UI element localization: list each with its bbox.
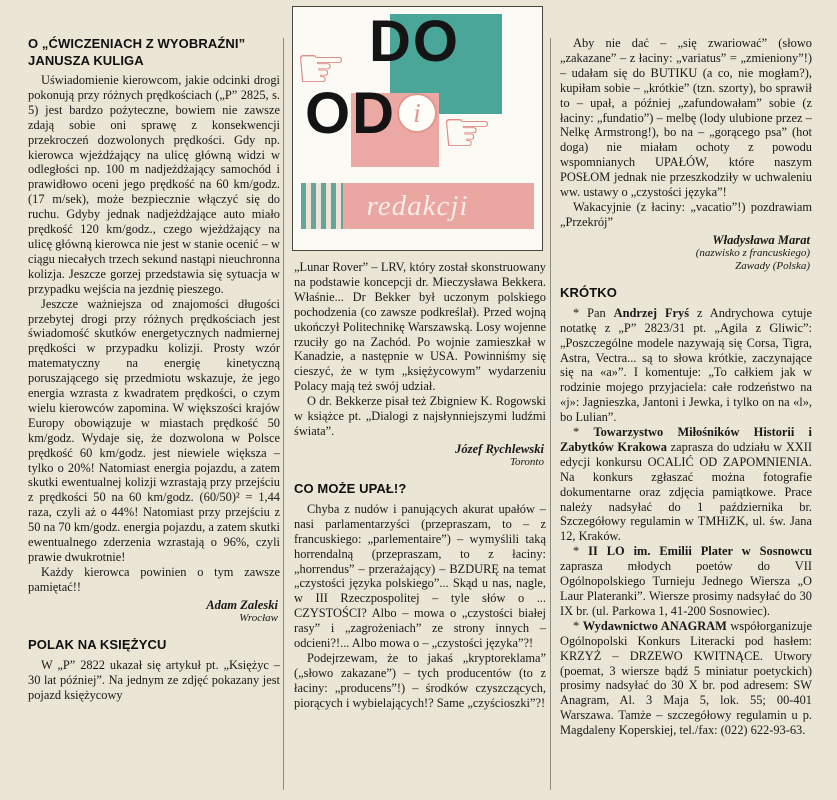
section-heading-krotko: KRÓTKO	[560, 285, 617, 301]
signature-city: Toronto	[509, 456, 544, 469]
news-item-lead: Towarzystwo Miłośników Historii i Zabytków Krakowa	[560, 425, 812, 454]
news-item-text: zaprasza do udziału w XXII edycji konkursu OCALIĆ OD ZAPOMNIENIA. Na konkurs zgłaszać można fotografie dokumentarne oraz zdjęcia pamiątkowe. Prace należy nadsyłać do 1 października br. Szczegółowy regulamin w TMHiZK, ul. św. Jana 12, Kraków.	[560, 439, 812, 544]
news-item	[560, 425, 812, 544]
news-item	[560, 544, 812, 619]
news-item-lead: II LO im. Emilii Plater w Sosnowcu	[588, 544, 812, 559]
article-heading-cwiczenia: O „ĆWICZENIACH Z WYOBRAŹNI” JANUSZA KULIGA	[28, 36, 246, 68]
column-divider	[550, 38, 551, 790]
news-item-lead: Wydawnictwo ANAGRAM	[582, 618, 727, 633]
paragraph: Aby nie dać – „się zwariować” (słowo „zakazane” – z łaciny: „variatus” = „zmieniony”!) – udałam się do BUTIKU (a co, nie mogłam?), kupiłam sobie – „krótkie” (tzn. szorty), bo sprawił to – upał, a później „zafundowałam” sobie (z łaciny: „fundatio”) – melbę (lody ulubione przez – Nelkę Armstrong!), bo na – „gorącego psa” (hot doga) nie miałam ochoty z powodu wspomnianych UPAŁÓW, które naszym POSŁOM jednak nie przeszkodziły w uchwaleniu ww. ustawy o „czystości języka”!	[560, 36, 812, 200]
signature	[294, 442, 544, 470]
news-item-bullet: *	[573, 425, 594, 440]
middle-column	[294, 260, 546, 794]
paragraph: Wakacyjnie (z łaciny: „vacatio”!) pozdrawiam „Przekrój”	[560, 199, 812, 229]
signature-city: Wrocław	[239, 612, 278, 625]
news-item	[560, 306, 812, 425]
do-wordmark: DO	[369, 9, 460, 74]
redakcji-label: redakcji	[366, 189, 469, 222]
pointing-hand-icon: ☞	[441, 98, 493, 166]
signature-name: Władysława Marat	[712, 232, 810, 247]
news-item-bullet: * Pan	[573, 305, 614, 320]
letter-i-badge: i	[397, 93, 437, 133]
news-item-bullet: *	[573, 544, 589, 559]
paragraph: Podejrzewam, że to jakaś „kryptoreklama” („słowo zakazane”) – tych producentów (to z łaciny: „producens”!) – środków czyszczących, piorących i wybielających!? Same „czyścioszki”?!	[294, 650, 546, 710]
od-wordmark: OD	[305, 81, 396, 146]
article-heading-co-moze-upal: CO MOŻE UPAŁ!?	[294, 481, 407, 497]
paragraph: Uświadomienie kierowcom, jakie odcinki drogi pokonują przy różnych prędkościach („P” 2825, s. 5) jest bardzo pożyteczne, bowiem nie zawsze zdają sobie oni sprawę z konsekwencji przekroczeń dozwolonych prędkości. Gdy np. kierowca wjeżdżający na ulicę główną widzi w odległości np. 100 m nadjeżdżający samochód i prawidłowo oceni jego prędkość na 60 km/godz. (17 m/sek), może bezpiecznie włączyć się do ruchu. Gdyby jednak nadjeżdżające auto miało prędkość 120 km/godz., czego wjeżdżający na ulicę główną kierowca nie jest w stanie ocenić – w ciągu niecałych trzech sekund nastąpi nieuchronna kolizja. Jeszcze gorzej przedstawia się sytuacja w przypadku wejścia na jezdnię pieszego.	[28, 73, 280, 296]
pointing-hand-icon: ☞	[295, 34, 347, 102]
news-item	[560, 619, 812, 738]
paragraph: O dr. Bekkerze pisał też Zbigniew K. Rogowski w książce pt. „Dialogi z najsłynniejszymi ludźmi świata”.	[294, 394, 546, 438]
signature	[560, 233, 810, 274]
signature-name: Adam Zaleski	[206, 597, 278, 612]
signature	[28, 598, 278, 626]
signature-city: Zawady (Polska)	[735, 260, 810, 273]
masthead-do-i-od-redakcji	[292, 6, 543, 251]
paragraph: Jeszcze ważniejsza od znajomości długości przebytej drogi przy różnych prędkościach jest świadomość skutków energetycznych nadmiernej prędkości w przypadku kolizji. Prosty wzór matematyczny na energię kinetyczną poruszającego się przedmiotu wskazuje, że jego energia wzrasta z kwadratem prędkości, o czym wielu kierowców zapomina. W większości krajów Europy obowiązuje w miastach prędkość 50 km/godz. Wydaje się, że dozwolona w Polsce prędkość 60 km/godz. jest niewiele większa – tylko o 20%! Natomiast energia pojazdu, a zatem skutki ewentualnej kolizji wzrastają przy przejściu z prędkości 50 na 60 km/godz. (60/50)² = 1,44 raza, czyli aż o 44%! Natomiast przy przejściu z 50 na 70 km/godz. energia pojazdu, a zatem skutki ewentualnego zderzenia wzrastają o 96%, czyli prawie dwukrotnie!	[28, 296, 280, 564]
news-item-text: zaprasza młodych poetów do VII Ogólnopolskiego Turnieju Jednego Wiersza „O Laur Plateranki”. Wiersze prosimy nadsyłać do 30 IX br. (ul. Parkowa 1, 41-200 Sosnowiec).	[560, 559, 812, 618]
news-item-lead: Andrzej Fryś	[613, 305, 690, 320]
signature-note: (nazwisko z francuskiego)	[695, 247, 810, 260]
signature-name: Józef Rychlewski	[455, 441, 544, 456]
paragraph: Chyba z nudów i panujących akurat upałów – nasi parlamentarzyści (przepraszam, to – z francuskiego: „parlementaire”) – wymyślili taką horrendalną (przepraszam, to z łaciny: „horrendus” – przerażający) – BZDURĘ na temat „czystości języka polskiego”... Skąd u nas, nagle, w III Rzeczpospolitej – tyle słów o ... CZYSTOŚCI? Albo – mowa o „czystości białej rasy” i „zagrożeniach” ze strony innych – odcieni?!... Albo mowa o – „czystości języka”?!	[294, 501, 546, 651]
right-column	[560, 36, 812, 794]
paragraph: Każdy kierowca powinien o tym zawsze pamiętać!!	[28, 564, 280, 594]
news-item-text: współorganizuje Ogólnopolski Konkurs Literacki pod hasłem: KRZYŻ – DRZEWO KWITNĄCE. Utwory (poemat, 3 wiersze bądź 5 miniatur poetyckich) prosimy nadsyłać do 30 X br. pod adresem: SW Anagram, Al. 3 Maja 5, lok. 55; 00-401 Warszawa. Tamże – szczegółowy regulamin u p. Magdaleny Koperskiej, tel./fax: (022) 622-93-63.	[560, 618, 812, 738]
redakcji-band	[301, 183, 534, 229]
column-divider	[283, 38, 284, 790]
article-heading-polak-na-ksiezycu: POLAK NA KSIĘŻYCU	[28, 637, 167, 653]
left-column	[28, 36, 280, 794]
news-item-bullet: *	[573, 618, 583, 633]
paragraph: W „P” 2822 ukazał się artykuł pt. „Księżyc – 30 lat później”. Na jednym ze zdjęć pokazany jest pojazd księżycowy	[28, 657, 280, 702]
news-item-text: z Andrychowa cytuje notatkę z „P” 2823/31 pt. „Agila z Gliwic”: „Poszczególne modele nazywają się Corsa, Tigra, Astra, Vectra... są to słowa krótkie, zaczynające się na «a»”. I komentuje: „To całkiem jak w rodzinie mojego przyjaciela: całe rodzeństwo na «j»: Jagnieszka, Jantoni i Jewka, i tylko on na «l», bo Lulian”.	[560, 305, 812, 425]
paragraph: „Lunar Rover” – LRV, który został skonstruowany na podstawie koncepcji dr. Mieczysława Bekkera. Właśnie... Dr Bekker był uczonym polskiego pochodzenia (co zawsze podkreślał). Przed wojną ukończył Politechnikę Warszawską. Losy wojenne rzuciły go na Zachód. Po wojnie zamieszkał w Kanadzie, a następnie w USA. Powinniśmy się cieszyć, że w tym „księżycowym” wydarzeniu Polacy mają też swój udział.	[294, 260, 546, 394]
